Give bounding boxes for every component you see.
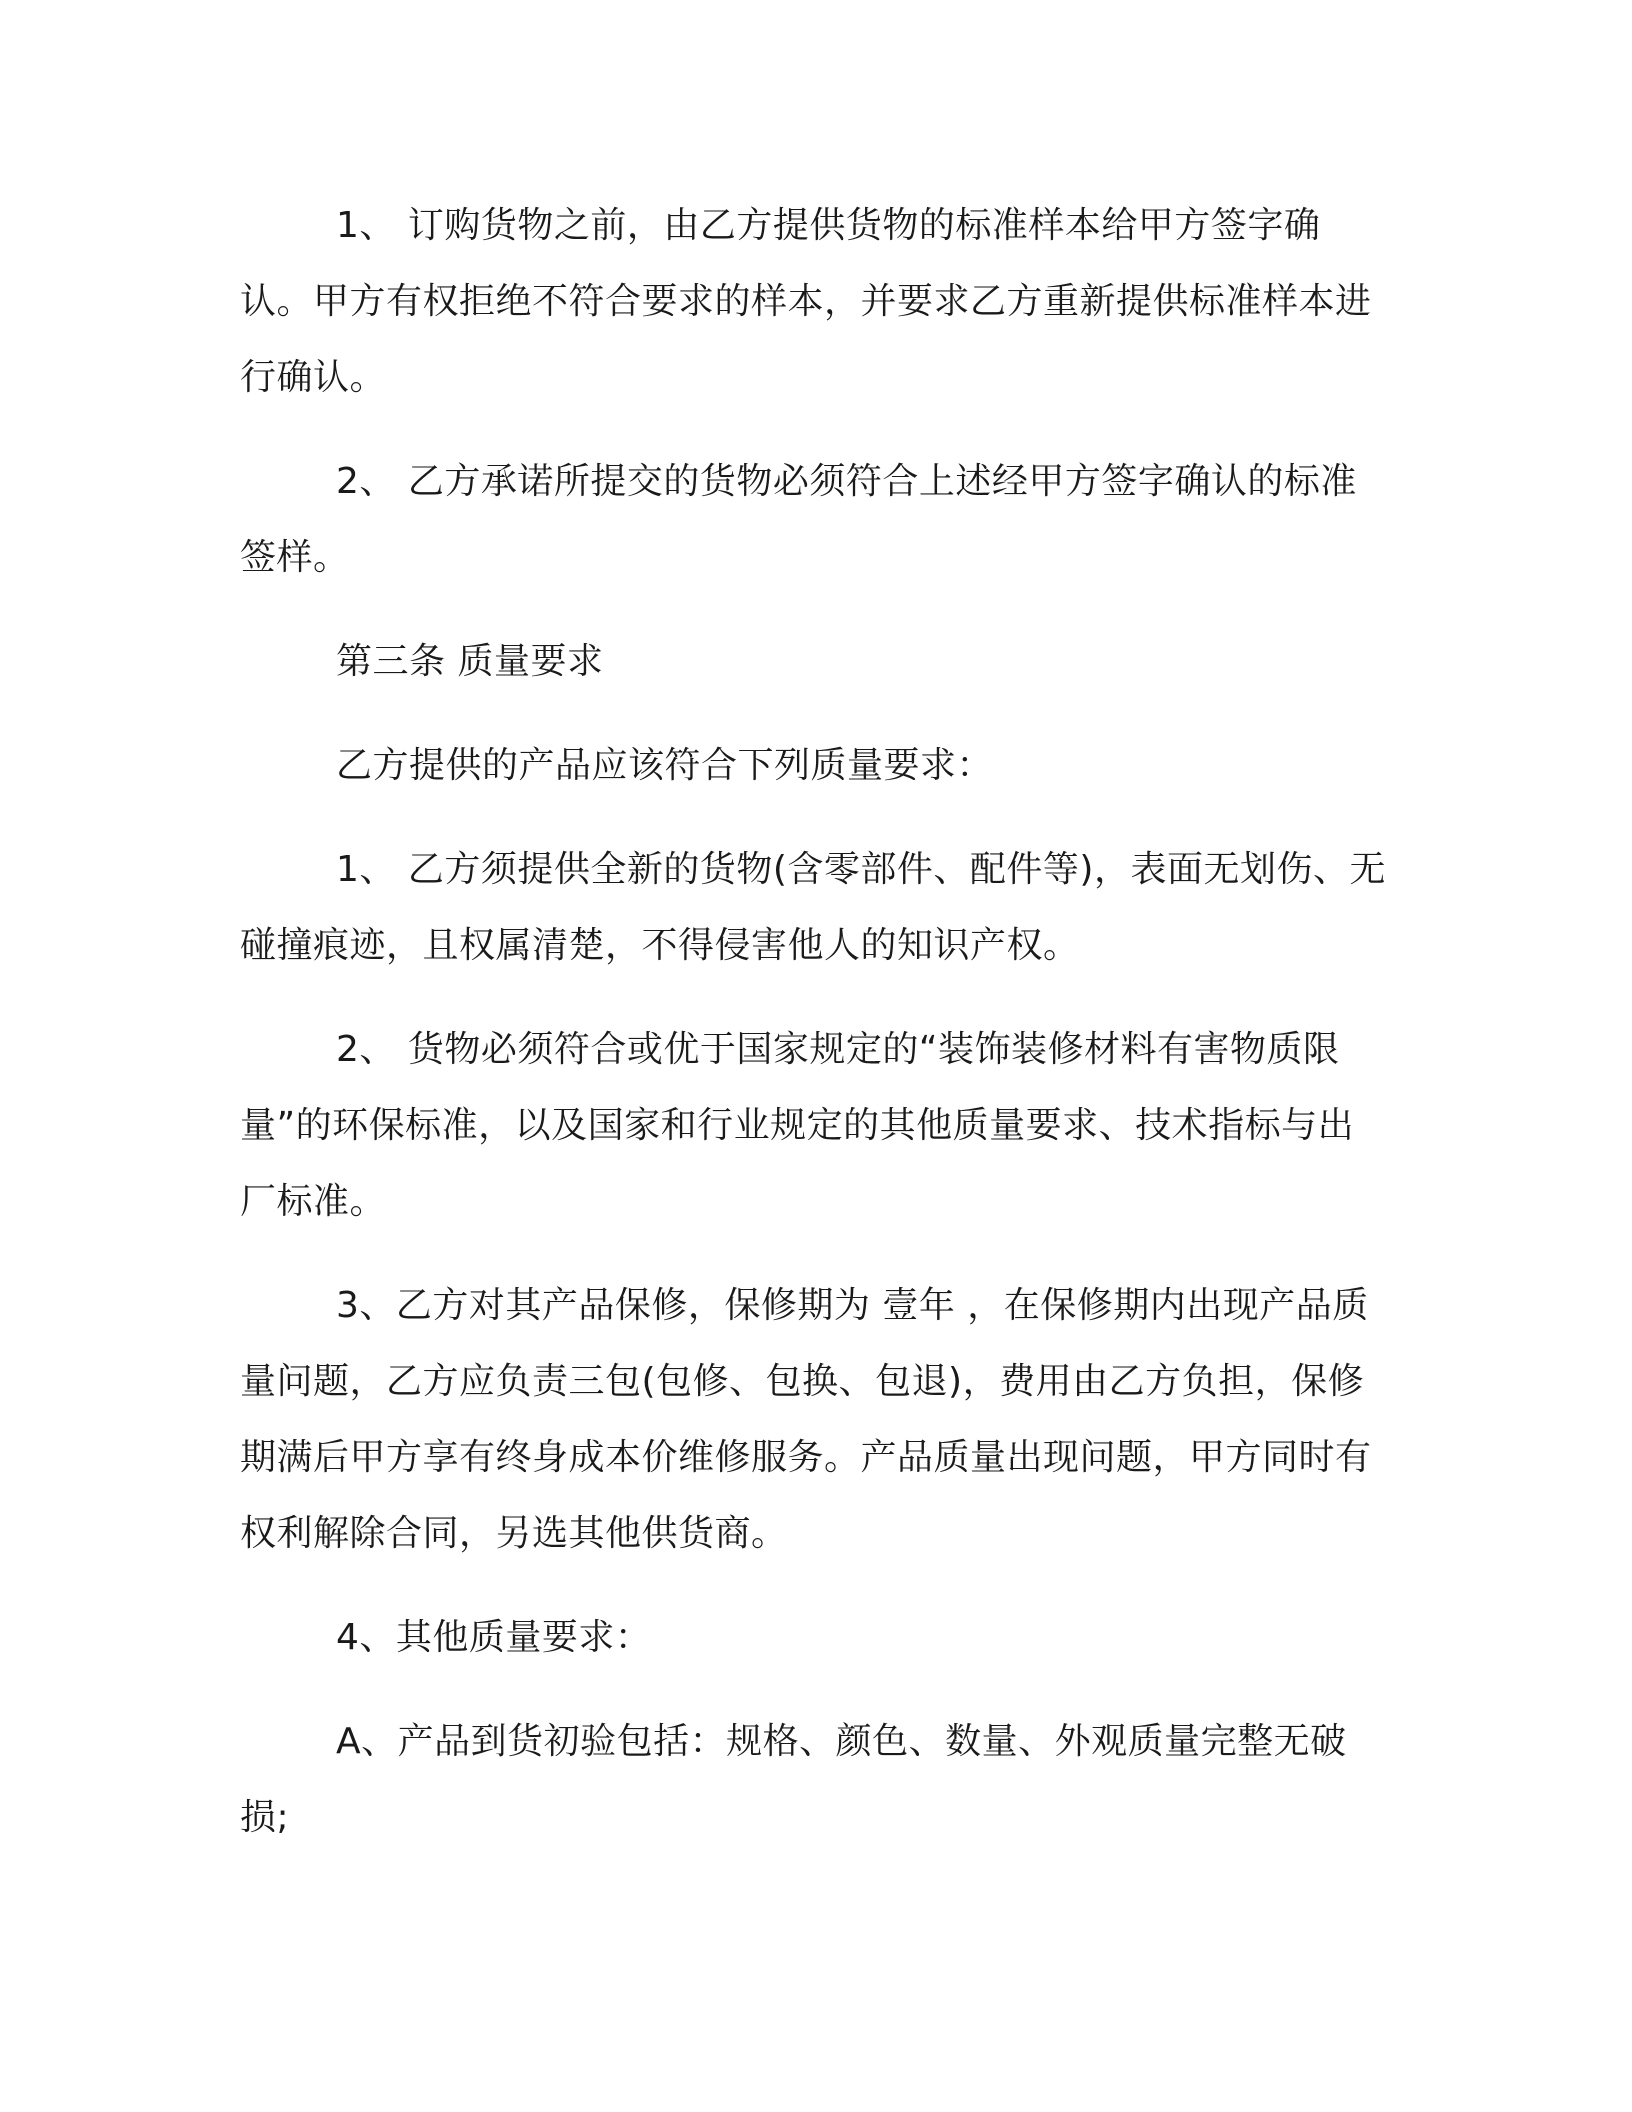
clause-sample-confirmation: 1、 订购货物之前，由乙方提供货物的标准样本给甲方签字确认。甲方有权拒绝不符合要求的样本，并要求乙方重新提供标准样本进行确认。 bbox=[240, 205, 1372, 398]
clause-sample-commitment: 2、 乙方承诺所提交的货物必须符合上述经甲方签字确认的标准签样。 bbox=[240, 461, 1357, 578]
section-heading-quality: 第三条 质量要求 bbox=[336, 641, 604, 682]
document-body bbox=[240, 188, 1390, 1884]
quality-item-initial-inspection: A、产品到货初验包括：规格、颜色、数量、外观质量完整无破损; bbox=[240, 1721, 1347, 1838]
quality-item-warranty: 3、乙方对其产品保修，保修期为 壹年 ，在保修期内出现产品质量问题，乙方应负责三包(包修、包换、包退)，费用由乙方负担，保修期满后甲方享有终身成本价维修服务。产品质量出现问题，甲方同时有权利解除合同，另选其他供货商。 bbox=[240, 1285, 1372, 1554]
quality-item-new-goods: 1、 乙方须提供全新的货物(含零部件、配件等)，表面无划伤、无碰撞痕迹，且权属清楚，不得侵害他人的知识产权。 bbox=[240, 849, 1386, 966]
quality-item-environmental: 2、 货物必须符合或优于国家规定的“装饰装修材料有害物质限量”的环保标准，以及国家和行业规定的其他质量要求、技术指标与出厂标准。 bbox=[240, 1029, 1355, 1222]
quality-intro: 乙方提供的产品应该符合下列质量要求： bbox=[336, 745, 994, 786]
quality-item-other: 4、其他质量要求： bbox=[336, 1617, 652, 1658]
